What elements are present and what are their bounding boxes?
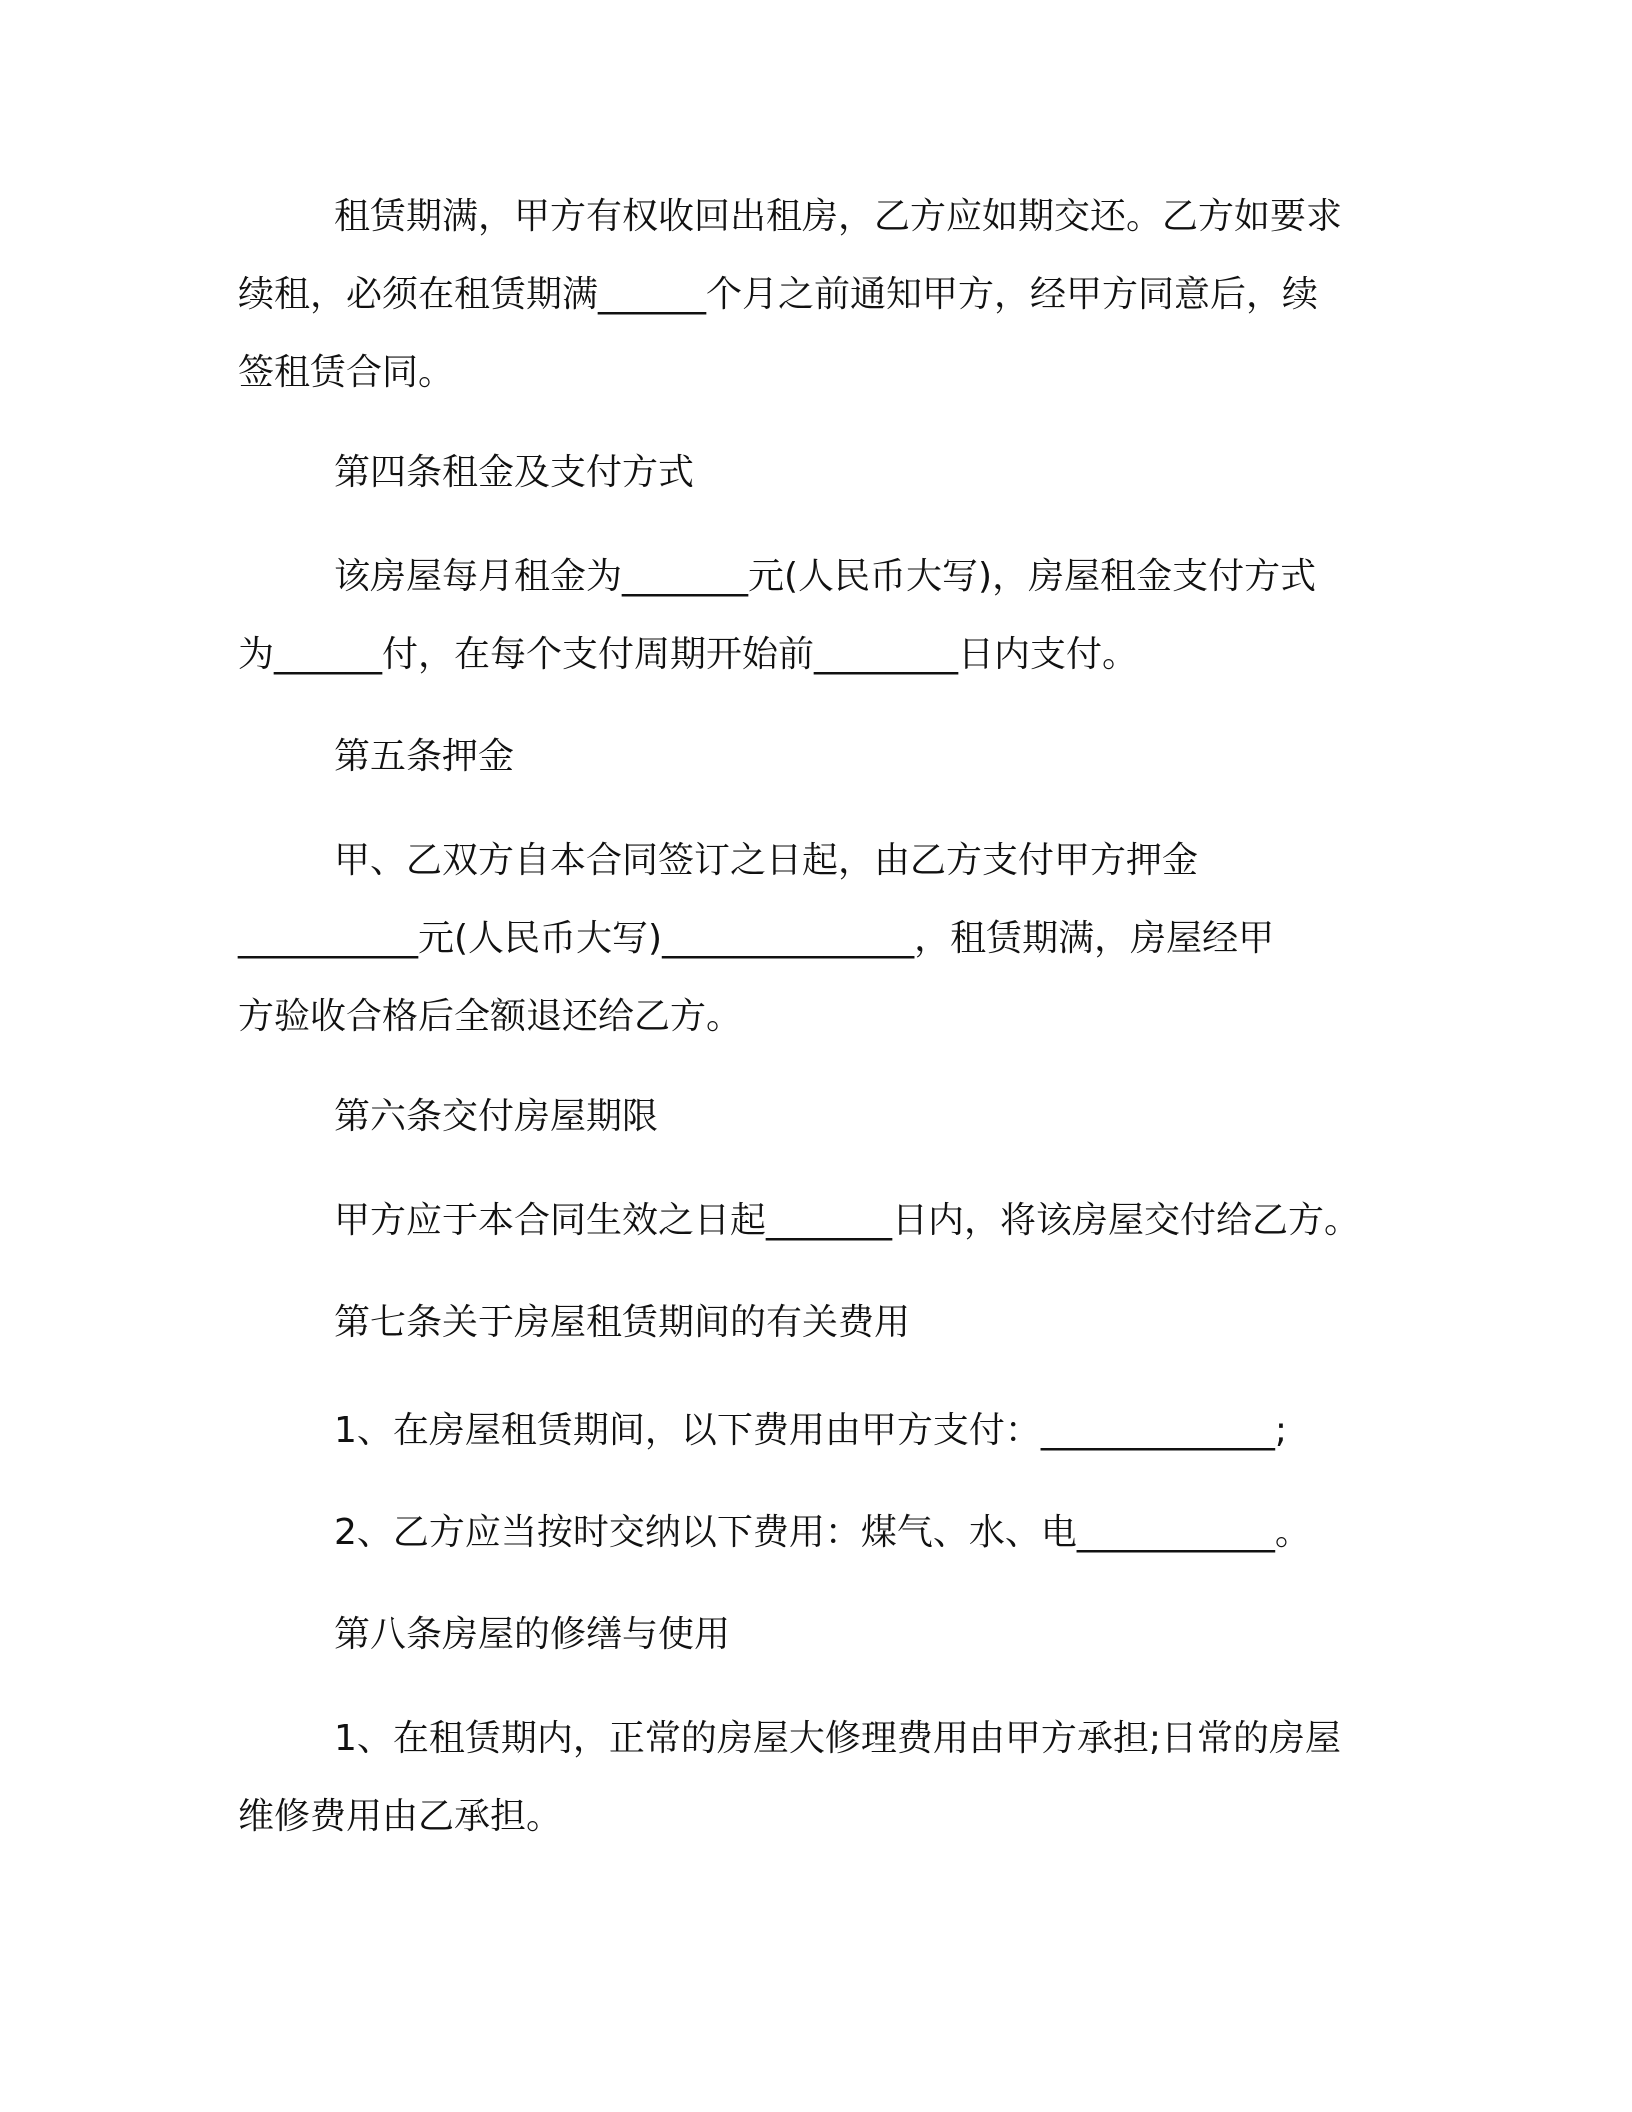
article-6-heading: 第六条交付房屋期限 (334, 1096, 659, 1137)
article-7-heading: 第七条关于房屋租赁期间的有关费用 (334, 1302, 911, 1343)
article-8-heading: 第八条房屋的修缮与使用 (334, 1614, 731, 1655)
text-line: 该房屋每月租金为_______元(人民币大写)，房屋租金支付方式 (334, 556, 1317, 597)
text-line: 为______付，在每个支付周期开始前________日内支付。 (238, 634, 1139, 675)
text-line: 签租赁合同。 (238, 352, 455, 393)
text-line: 甲、乙双方自本合同签订之日起，由乙方支付甲方押金 (334, 840, 1199, 881)
paragraph-delivery-term: 甲方应于本合同生效之日起_______日内，将该房屋交付给乙方。 (334, 1200, 1361, 1241)
text-line: __________元(人民币大写)______________，租赁期满，房屋经甲 (238, 918, 1275, 959)
text-line: 续租，必须在租赁期满______个月之前通知甲方，经甲方同意后，续 (238, 274, 1319, 315)
text-line: 租赁期满，甲方有权收回出租房，乙方应如期交还。乙方如要求 (334, 196, 1343, 237)
paragraph-fees-lessor: 1、在房屋租赁期间，以下费用由甲方支付：_____________; (334, 1410, 1288, 1451)
article-4-heading: 第四条租金及支付方式 (334, 452, 695, 493)
article-5-heading: 第五条押金 (334, 736, 515, 777)
text-line: 维修费用由乙承担。 (238, 1796, 563, 1837)
text-line: 1、在租赁期内，正常的房屋大修理费用由甲方承担;日常的房屋 (334, 1718, 1342, 1759)
paragraph-fees-lessee: 2、乙方应当按时交纳以下费用：煤气、水、电___________。 (334, 1512, 1311, 1553)
text-line: 方验收合格后全额退还给乙方。 (238, 996, 743, 1037)
